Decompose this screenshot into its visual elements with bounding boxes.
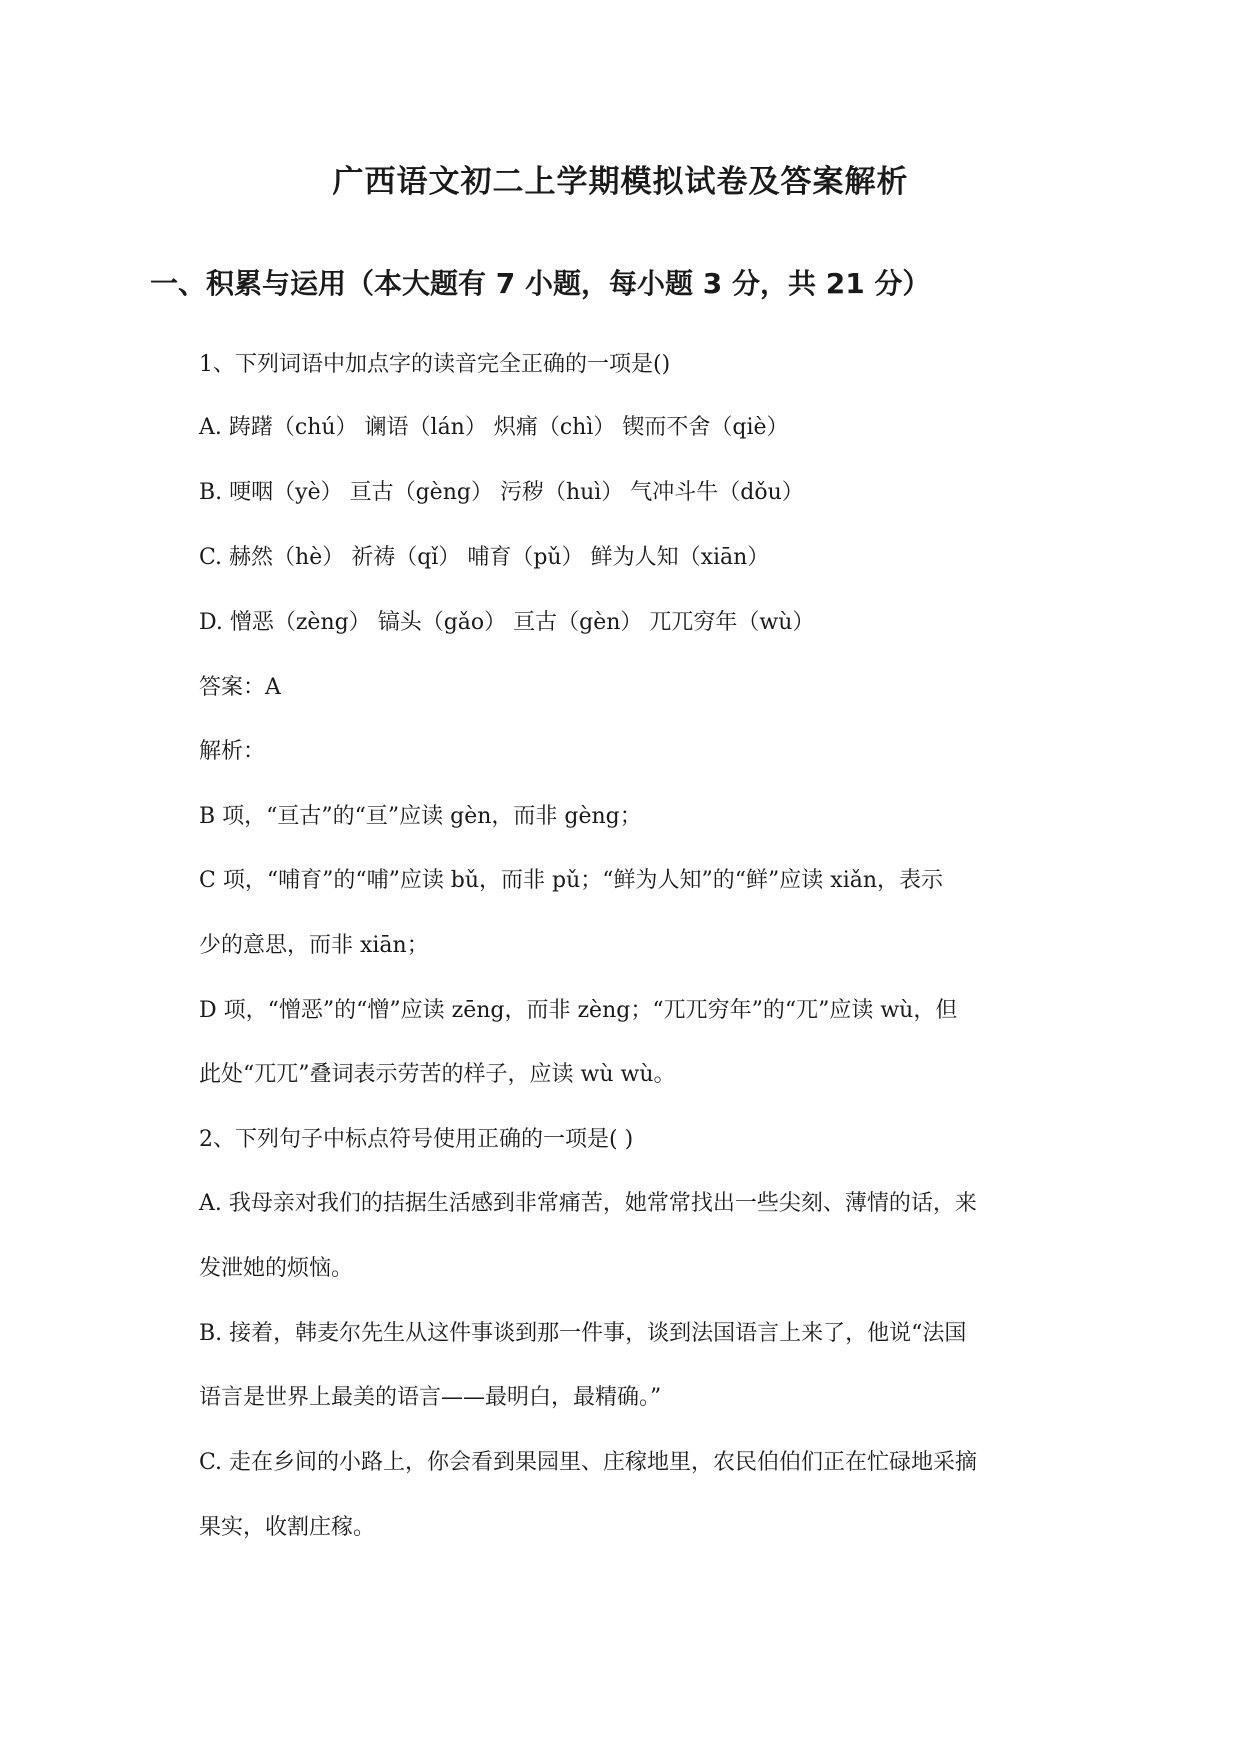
question-2-stem: 2、下列句子中标点符号使用正确的一项是( ) <box>199 1127 634 1152</box>
question-1-option-c: C. 赫然（hè） 祈祷（qǐ） 哺育（pǔ） 鲜为人知（xiān） <box>199 545 770 570</box>
question-1-answer: 答案：A <box>199 675 281 700</box>
question-1-analysis-c-line1: C 项，“哺育”的“哺”应读 bǔ，而非 pǔ；“鲜为人知”的“鲜”应读 xiǎn，表示 <box>199 868 944 893</box>
question-2-option-a-line1: A. 我母亲对我们的拮据生活感到非常痛苦，她常常找出一些尖刻、薄情的话，来 <box>199 1191 977 1216</box>
question-1-analysis-c-line2: 少的意思，而非 xiān； <box>199 933 429 958</box>
question-2-option-c-line2: 果实，收割庄稼。 <box>199 1515 376 1540</box>
question-1-analysis-label: 解析： <box>199 739 266 764</box>
question-2-option-c-line1: C. 走在乡间的小路上，你会看到果园里、庄稼地里，农民伯伯们正在忙碌地采摘 <box>199 1450 978 1475</box>
question-2-option-a-line2: 发泄她的烦恼。 <box>199 1256 354 1281</box>
question-1-option-b: B. 哽咽（yè） 亘古（gèng） 污秽（huì） 气冲斗牛（dǒu） <box>199 480 804 505</box>
question-2-option-b-line2: 语言是世界上最美的语言——最明白，最精确。” <box>199 1385 662 1410</box>
question-1-analysis-b: B 项，“亘古”的“亘”应读 gèn，而非 gèng； <box>199 804 642 829</box>
question-1-stem: 1、下列词语中加点字的读音完全正确的一项是() <box>199 352 671 377</box>
question-1-option-a: A. 踌躇（chú） 谰语（lán） 炽痛（chì） 锲而不舍（qiè） <box>199 415 789 440</box>
question-2-option-b-line1: B. 接着，韩麦尔先生从这件事谈到那一件事，谈到法国语言上来了，他说“法国 <box>199 1321 967 1346</box>
question-1-analysis-d-line1: D 项，“憎恶”的“憎”应读 zēng，而非 zèng；“兀兀穷年”的“兀”应读 wù，但 <box>199 998 958 1023</box>
document-title: 广西语文初二上学期模拟试卷及答案解析 <box>332 164 909 200</box>
section-heading: 一、积累与运用（本大题有 7 小题，每小题 3 分，共 21 分） <box>150 267 931 300</box>
question-1-analysis-d-line2: 此处“兀兀”叠词表示劳苦的样子，应读 wù wù。 <box>199 1062 676 1087</box>
question-1-option-d: D. 憎恶（zèng） 镐头（gǎo） 亘古（gèn） 兀兀穷年（wù） <box>199 610 815 635</box>
